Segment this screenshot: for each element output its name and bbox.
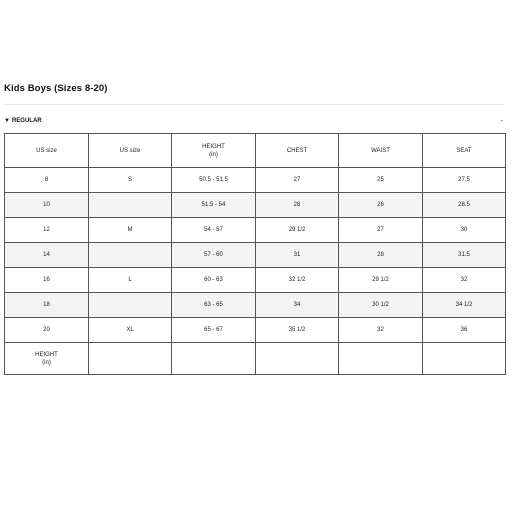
table-cell: 26	[339, 193, 423, 218]
section-header-left	[4, 118, 42, 124]
table-cell	[89, 193, 172, 218]
table-cell: 65 - 67	[172, 318, 256, 343]
table-cell	[256, 343, 339, 375]
page-title: Kids Boys (Sizes 8-20)	[4, 83, 108, 94]
table-cell: 18	[5, 293, 89, 318]
triangle-down-icon: ▼	[4, 118, 10, 124]
table-cell: 34	[256, 293, 339, 318]
table-row	[5, 193, 506, 218]
table-cell: 63 - 65	[172, 293, 256, 318]
table-cell: M	[89, 218, 172, 243]
table-cell: 60 - 63	[172, 268, 256, 293]
table-cell: 54 - 57	[172, 218, 256, 243]
table-cell: 31.5	[423, 243, 506, 268]
table-cell: 14	[5, 243, 89, 268]
table-cell: 28.5	[423, 193, 506, 218]
table-row	[5, 243, 506, 268]
table-cell	[423, 343, 506, 375]
table-cell: S	[89, 168, 172, 193]
table-cell: 10	[5, 193, 89, 218]
table-cell: 29 1/2	[256, 218, 339, 243]
table-row	[5, 318, 506, 343]
column-header: HEIGHT (in)	[172, 134, 256, 168]
column-header: CHEST	[256, 134, 339, 168]
regular-section-toggle[interactable]	[4, 115, 504, 127]
table-cell: 28	[256, 193, 339, 218]
table-cell: 27.5	[423, 168, 506, 193]
table-cell	[89, 243, 172, 268]
table-cell: L	[89, 268, 172, 293]
column-header: US size	[89, 134, 172, 168]
table-row	[5, 218, 506, 243]
divider	[4, 104, 504, 105]
table-cell: 12	[5, 218, 89, 243]
table-cell: 16	[5, 268, 89, 293]
column-header: US size	[5, 134, 89, 168]
table-cell: 51.5 - 54	[172, 193, 256, 218]
table-cell: HEIGHT (in)	[5, 343, 89, 375]
table-cell	[339, 343, 423, 375]
size-table	[4, 133, 506, 375]
column-header: SEAT	[423, 134, 506, 168]
table-cell: 27	[339, 218, 423, 243]
collapse-icon[interactable]: -	[500, 117, 503, 125]
table-row	[5, 268, 506, 293]
table-cell: 8	[5, 168, 89, 193]
table-cell: 32	[423, 268, 506, 293]
table-cell: 20	[5, 318, 89, 343]
table-cell: 32 1/2	[256, 268, 339, 293]
table-cell: 28	[339, 243, 423, 268]
table-cell: 25	[339, 168, 423, 193]
table-cell: 34 1/2	[423, 293, 506, 318]
table-cell	[89, 343, 172, 375]
table-cell: 30 1/2	[339, 293, 423, 318]
table-footer-row	[5, 343, 506, 375]
table-cell	[172, 343, 256, 375]
table-cell: 31	[256, 243, 339, 268]
column-header: WAIST	[339, 134, 423, 168]
table-row	[5, 293, 506, 318]
table-cell: 50.5 - 51.5	[172, 168, 256, 193]
table-cell: XL	[89, 318, 172, 343]
table-row	[5, 168, 506, 193]
section-label: REGULAR	[11, 118, 42, 124]
table-cell: 30	[423, 218, 506, 243]
table-cell: 36	[423, 318, 506, 343]
table-cell: 35 1/2	[256, 318, 339, 343]
table-cell: 27	[256, 168, 339, 193]
table-header-row	[5, 134, 506, 168]
table-cell: 57 - 60	[172, 243, 256, 268]
table-cell: 29 1/2	[339, 268, 423, 293]
table-cell: 32	[339, 318, 423, 343]
table-cell	[89, 293, 172, 318]
